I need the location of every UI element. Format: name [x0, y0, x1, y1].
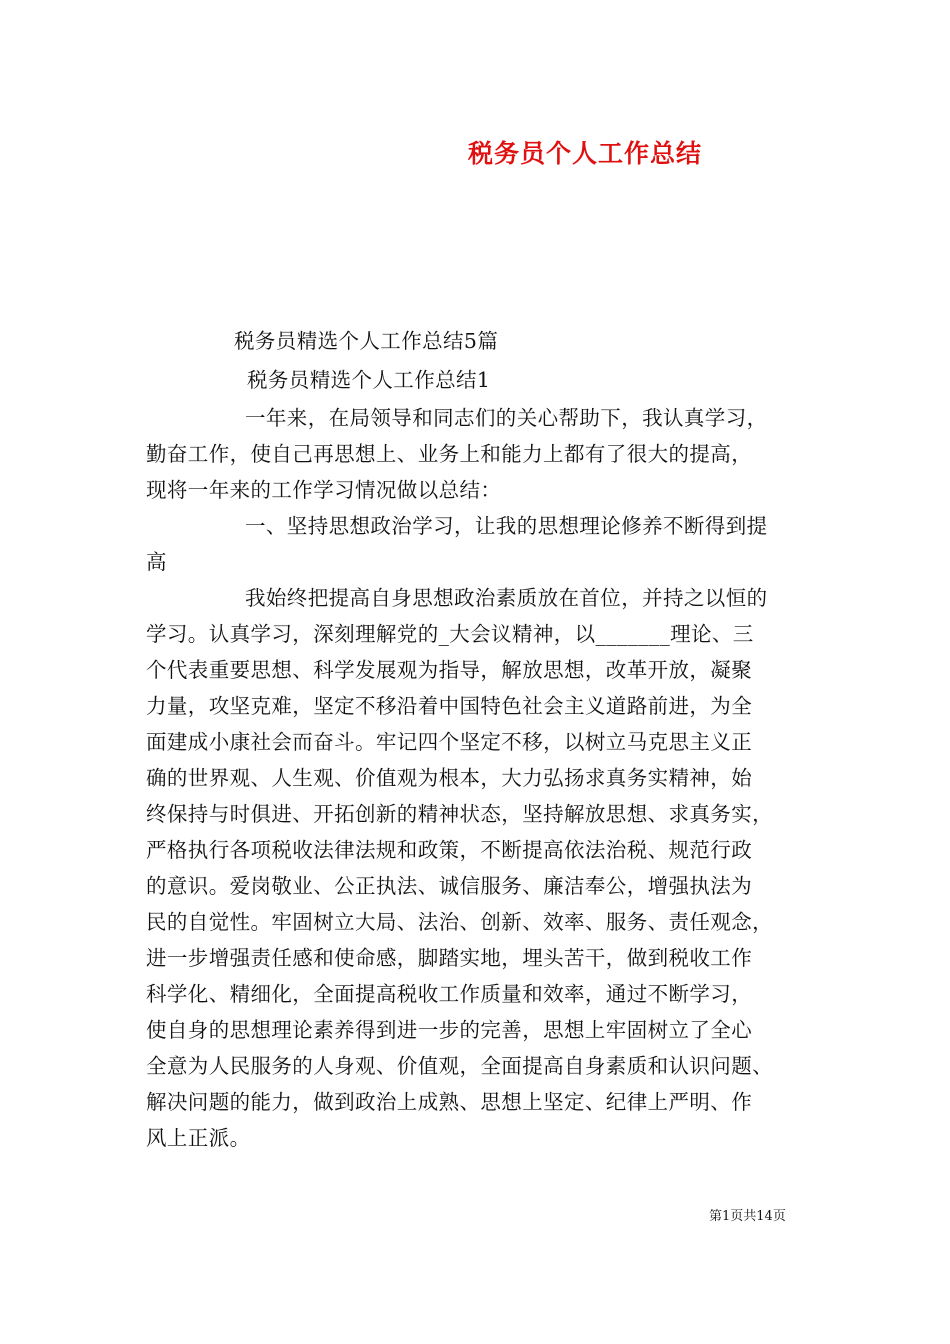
paragraph-line: 我始终把提高自身思想政治素质放在首位，并持之以恒的 — [245, 586, 768, 610]
paragraph-line: 全意为人民服务的人身观、价值观，全面提高自身素质和认识问题、 — [146, 1054, 773, 1078]
paragraph-line: 现将一年来的工作学习情况做以总结： — [146, 478, 502, 502]
paragraph-line: 严格执行各项税收法律法规和政策，不断提高依法治税、规范行政 — [146, 838, 753, 862]
paragraph-line: 确的世界观、人生观、价值观为根本，大力弘扬求真务实精神，始 — [146, 766, 753, 790]
paragraph-line: 使自身的思想理论素养得到进一步的完善，思想上牢固树立了全心 — [146, 1018, 753, 1042]
paragraph-line: 学习。认真学习，深刻理解党的_大会议精神，以_______理论、三 — [146, 622, 754, 646]
paragraph-line: 进一步增强责任感和使命感，脚踏实地，埋头苦干，做到税收工作 — [146, 946, 753, 970]
paragraph-line: 一年来，在局领导和同志们的关心帮助下，我认真学习， — [245, 406, 768, 430]
paragraph-line: 风上正派。 — [146, 1126, 251, 1150]
subsection-heading: 一、坚持思想政治学习，让我的思想理论修养不断得到提 — [245, 514, 768, 538]
document-subtitle: 税务员精选个人工作总结5篇 — [234, 329, 499, 353]
page-number-footer: 第1页共14页 — [709, 1209, 786, 1224]
paragraph-line: 科学化、精细化，全面提高税收工作质量和效率，通过不断学习， — [146, 982, 753, 1006]
paragraph-line: 的意识。爱岗敬业、公正执法、诚信服务、廉洁奉公，增强执法为 — [146, 874, 753, 898]
paragraph-line: 民的自觉性。牢固树立大局、法治、创新、效率、服务、责任观念， — [146, 910, 773, 934]
paragraph-line: 勤奋工作，使自己再思想上、业务上和能力上都有了很大的提高， — [146, 442, 753, 466]
paragraph-line: 终保持与时俱进、开拓创新的精神状态，坚持解放思想、求真务实， — [146, 802, 773, 826]
paragraph-line: 面建成小康社会而奋斗。牢记四个坚定不移，以树立马克思主义正 — [146, 730, 753, 754]
document-title: 税务员个人工作总结 — [468, 139, 703, 168]
paragraph-line: 解决问题的能力，做到政治上成熟、思想上坚定、纪律上严明、作 — [146, 1090, 753, 1114]
paragraph-line: 个代表重要思想、科学发展观为指导，解放思想，改革开放，凝聚 — [146, 658, 753, 682]
paragraph-line: 力量，攻坚克难，坚定不移沿着中国特色社会主义道路前进，为全 — [146, 694, 753, 718]
subsection-heading: 高 — [146, 550, 167, 574]
section-heading: 税务员精选个人工作总结1 — [247, 368, 491, 392]
